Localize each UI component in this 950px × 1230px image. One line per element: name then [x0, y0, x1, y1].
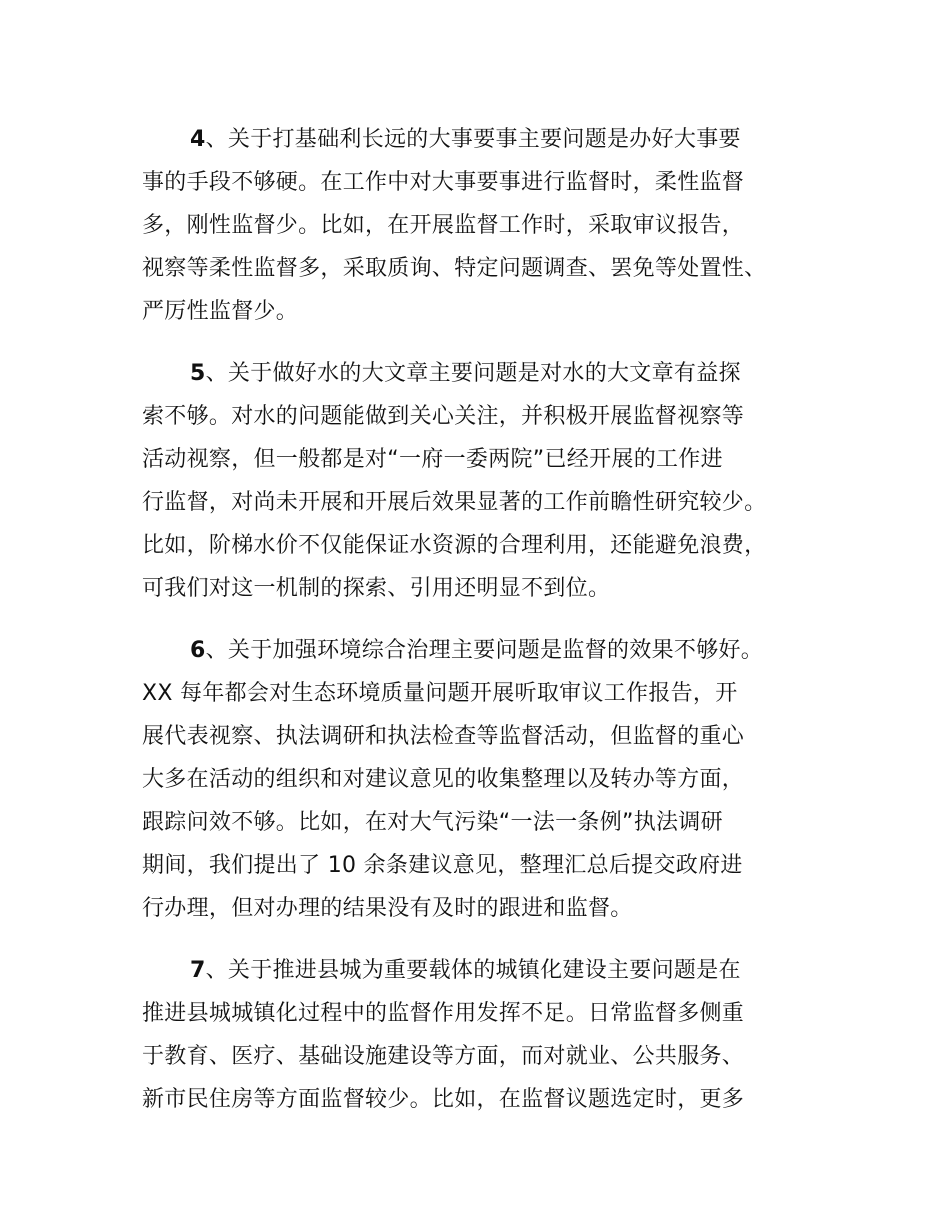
paragraph-line: 视察等柔性监督多，采取质询、特定问题调查、罢免等处置性、 [142, 256, 767, 281]
paragraph-line: 可我们对这一机制的探索、引用还明显不到位。 [142, 576, 611, 601]
paragraph-line: 严厉性监督少。 [142, 299, 299, 324]
paragraph-line: 事的手段不够硬。在工作中对大事要事进行监督时，柔性监督 [142, 170, 745, 195]
paragraph-line: 索不够。对水的问题能做到关心关注，并积极开展监督视察等 [142, 404, 745, 429]
paragraph-line: 5、关于做好水的大文章主要问题是对水的大文章有益探 [190, 361, 741, 386]
paragraph-line: 跟踪问效不够。比如，在对大气污染“一法一条例”执法调研 [142, 810, 723, 835]
paragraph-line: XX 每年都会对生态环境质量问题开展听取审议工作报告，开 [142, 681, 738, 706]
paragraph-line: 期间，我们提出了 10 余条建议意见，整理汇总后提交政府进 [142, 853, 743, 878]
paragraph-line: 4、关于打基础利长远的大事要事主要问题是办好大事要 [190, 127, 741, 152]
paragraph-line: 活动视察，但一般都是对“一府一委两院”已经开展的工作进 [142, 447, 723, 472]
paragraph-number: 4 [190, 127, 206, 152]
paragraph-line: 多，刚性监督少。比如，在开展监督工作时，采取审议报告， [142, 213, 745, 238]
paragraph-number: 7 [190, 958, 206, 983]
paragraph-line: 7、关于推进县城为重要载体的城镇化建设主要问题是在 [190, 958, 741, 983]
paragraph-line: 新市民住房等方面监督较少。比如，在监督议题选定时，更多 [142, 1087, 745, 1112]
paragraph-line: 推进县城城镇化过程中的监督作用发挥不足。日常监督多侧重 [142, 1001, 745, 1026]
paragraph-number: 6 [190, 638, 206, 663]
paragraph-line: 于教育、医疗、基础设施建设等方面，而对就业、公共服务、 [142, 1044, 745, 1069]
paragraph-line: 比如，阶梯水价不仅能保证水资源的合理利用，还能避免浪费， [142, 533, 767, 558]
paragraph-line: 展代表视察、执法调研和执法检查等监督活动，但监督的重心 [142, 724, 745, 749]
paragraph-line: 大多在活动的组织和对建议意见的收集整理以及转办等方面， [142, 767, 745, 792]
paragraph-number: 5 [190, 361, 206, 386]
paragraph-line: 行办理，但对办理的结果没有及时的跟进和监督。 [142, 896, 633, 921]
paragraph-line: 6、关于加强环境综合治理主要问题是监督的效果不够好。 [190, 638, 764, 663]
paragraph-line: 行监督，对尚未开展和开展后效果显著的工作前瞻性研究较少。 [142, 490, 767, 515]
